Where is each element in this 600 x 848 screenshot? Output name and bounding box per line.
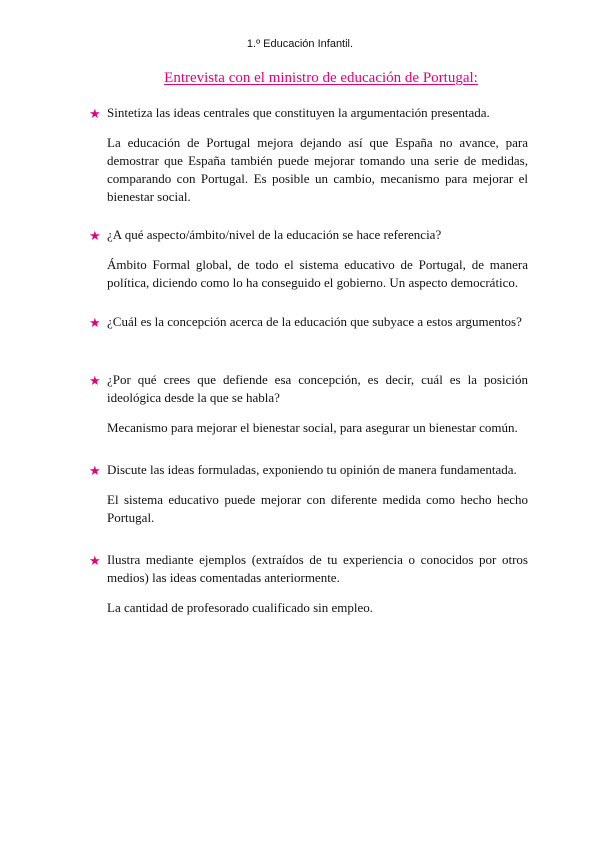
document-title: Entrevista con el ministro de educación de Portugal: <box>164 70 478 86</box>
star-bullet-icon: ★ <box>89 553 101 568</box>
answer-text: El sistema educativo puede mejorar con diferente medida como hecho hecho Portugal. <box>107 492 528 525</box>
question-item <box>89 104 528 206</box>
question-item <box>89 313 528 331</box>
page-header: 1.º Educación Infantil. <box>246 38 354 50</box>
answer-text: Ámbito Formal global, de todo el sistema educativo de Portugal, de manera política, diciendo como lo ha conseguido el gobierno. Un aspecto democrático. <box>107 257 528 290</box>
question-text: Discute las ideas formuladas, exponiendo tu opinión de manera fundamentada. <box>107 462 517 477</box>
star-bullet-icon: ★ <box>89 315 101 330</box>
question-text: ¿A qué aspecto/ámbito/nivel de la educación se hace referencia? <box>107 227 442 242</box>
answer-text: La educación de Portugal mejora dejando así que España no avance, para demostrar que España también puede mejorar tomando una serie de medidas, comparando con Portugal. Es posible un cambio, mecanismo para mejorar el bienestar social. <box>107 135 528 204</box>
question-text: Sintetiza las ideas centrales que constituyen la argumentación presentada. <box>107 105 490 120</box>
answer-text: La cantidad de profesorado cualificado sin empleo. <box>107 600 374 615</box>
question-text: ¿Por qué crees que defiende esa concepción, es decir, cuál es la posición ideológica desde la que se habla? <box>107 372 528 405</box>
question-item <box>89 371 528 437</box>
answer-text: Mecanismo para mejorar el bienestar social, para asegurar un bienestar común. <box>107 420 518 435</box>
question-item <box>89 461 528 527</box>
star-bullet-icon: ★ <box>89 373 101 388</box>
question-text: ¿Cuál es la concepción acerca de la educación que subyace a estos argumentos? <box>107 314 522 329</box>
question-list <box>89 104 528 617</box>
star-bullet-icon: ★ <box>89 228 101 243</box>
question-text: Ilustra mediante ejemplos (extraídos de tu experiencia o conocidos por otros medios) las ideas comentadas anteriormente. <box>107 552 528 585</box>
question-item <box>89 551 528 617</box>
question-item <box>89 226 528 292</box>
star-bullet-icon: ★ <box>89 463 101 478</box>
star-bullet-icon: ★ <box>89 106 101 121</box>
